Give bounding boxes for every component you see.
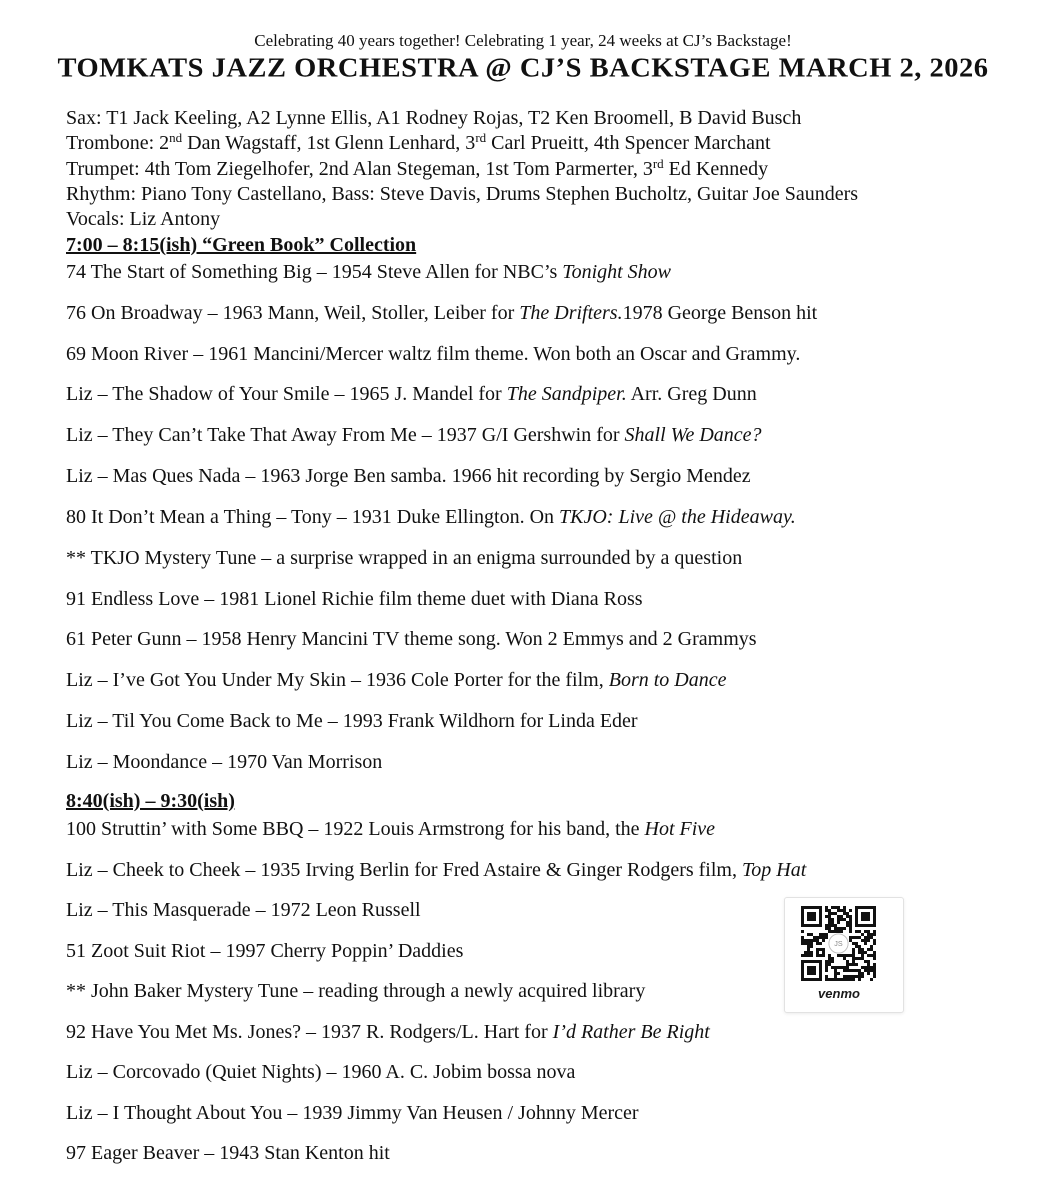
song-item <box>66 667 727 693</box>
set2-heading: 8:40(ish) – 9:30(ish) <box>66 790 235 812</box>
tagline: Celebrating 40 years together! Celebrating 1 year, 24 weeks at CJ’s Backstage! <box>254 31 792 50</box>
song-text: 61 Peter Gunn – 1958 Henry Mancini TV theme song. Won 2 Emmys and 2 Grammys <box>66 628 757 651</box>
song-item <box>66 300 817 326</box>
roster-vocals: Vocals: Liz Antony <box>66 208 221 231</box>
song-text: 51 Zoot Suit Riot – 1997 Cherry Poppin’ Daddies <box>66 939 464 962</box>
song-text-after: Arr. Greg Dunn <box>626 383 757 406</box>
song-item <box>66 586 643 612</box>
song-item <box>66 422 762 448</box>
song-work-title: Shall We Dance? <box>624 424 762 447</box>
ordinal-suffix: nd <box>169 130 183 146</box>
song-text: Liz – Til You Come Back to Me – 1993 Frank Wildhorn for Linda Eder <box>66 710 638 733</box>
song-item <box>66 857 806 883</box>
song-text-after: 1978 George Benson hit <box>622 301 818 324</box>
song-work-title: Born to Dance <box>608 669 727 692</box>
song-item <box>66 504 796 530</box>
roster-rhythm: Rhythm: Piano Tony Castellano, Bass: Steve Davis, Drums Stephen Bucholtz, Guitar Joe Saunders <box>66 182 859 205</box>
song-item <box>66 1059 575 1085</box>
song-work-title: I’d Rather Be Right <box>552 1020 710 1043</box>
song-text: Liz – Mas Ques Nada – 1963 Jorge Ben samba. 1966 hit recording by Sergio Mendez <box>66 465 751 488</box>
song-item <box>66 978 645 1004</box>
song-item <box>66 938 463 964</box>
venmo-qr-card[interactable] <box>784 897 904 1013</box>
roster-trombone-rest: Carl Prueitt, 4th Spencer Marchant <box>486 132 771 155</box>
song-item <box>66 381 757 407</box>
qr-code-icon <box>801 906 876 981</box>
song-text: ** TKJO Mystery Tune – a surprise wrapped in an enigma surrounded by a question <box>66 546 743 569</box>
venmo-label: venmo <box>818 986 860 1001</box>
song-text: Liz – I’ve Got You Under My Skin – 1936 Cole Porter for the film, <box>66 669 609 692</box>
set1-heading: 7:00 – 8:15(ish) “Green Book” Collection <box>66 234 417 256</box>
song-text: Liz – Cheek to Cheek – 1935 Irving Berlin for Fred Astaire & Ginger Rodgers film, <box>66 858 742 881</box>
roster-trumpet <box>66 157 1026 182</box>
song-item <box>66 545 742 571</box>
song-work-title: Tonight Show <box>562 261 672 283</box>
ordinal-suffix: rd <box>652 155 664 171</box>
song-text: Liz – Moondance – 1970 Van Morrison <box>66 750 383 773</box>
roster-sax: Sax: T1 Jack Keeling, A2 Lynne Ellis, A1 Rodney Rojas, T2 Ken Broomell, B David Busch <box>66 107 802 129</box>
song-text: 91 Endless Love – 1981 Lionel Richie film theme duet with Diana Ross <box>66 587 643 610</box>
song-text: 74 The Start of Something Big – 1954 Steve Allen for NBC’s <box>66 261 563 283</box>
roster-trombone-prefix: Trombone: 2 <box>66 132 170 155</box>
song-work-title: Top Hat <box>741 858 807 881</box>
song-work-title: The Drifters. <box>519 301 623 324</box>
song-text: Liz – I Thought About You – 1939 Jimmy Van Heusen / Johnny Mercer <box>66 1101 639 1124</box>
song-item <box>66 1019 710 1045</box>
song-item <box>66 626 757 652</box>
song-text: 97 Eager Beaver – 1943 Stan Kenton hit <box>66 1142 390 1164</box>
song-item <box>66 1100 639 1126</box>
song-text: 69 Moon River – 1961 Mancini/Mercer waltz film theme. Won both an Oscar and Grammy. <box>66 342 801 365</box>
roster-trumpet-prefix: Trumpet: 4th Tom Ziegelhofer, 2nd Alan Stegeman, 1st Tom Parmerter, 3 <box>66 157 653 180</box>
roster-trumpet-rest: Ed Kennedy <box>663 157 769 180</box>
song-item <box>66 708 638 734</box>
qr-center-initials: JS <box>834 939 843 949</box>
song-text: 80 It Don’t Mean a Thing – Tony – 1931 Duke Ellington. On <box>66 505 560 528</box>
band-roster <box>66 106 1026 232</box>
song-item <box>66 1140 390 1166</box>
song-text: 92 Have You Met Ms. Jones? – 1937 R. Rodgers/L. Hart for <box>66 1020 553 1043</box>
ordinal-suffix: rd <box>475 130 487 146</box>
song-text: ** John Baker Mystery Tune – reading through a newly acquired library <box>66 980 646 1002</box>
song-text: Liz – The Shadow of Your Smile – 1965 J. Mandel for <box>66 383 507 406</box>
song-item <box>66 341 800 367</box>
song-item <box>66 259 671 285</box>
page-title: TOMKATS JAZZ ORCHESTRA @ CJ’S BACKSTAGE MARCH 2, 2026 <box>57 53 989 84</box>
roster-trombone <box>66 131 1026 156</box>
song-text: Liz – They Can’t Take That Away From Me – 1937 G/I Gershwin for <box>66 424 625 447</box>
song-text: Liz – This Masquerade – 1972 Leon Russell <box>66 899 421 921</box>
song-item <box>66 463 751 489</box>
song-work-title: Hot Five <box>644 818 716 840</box>
song-work-title: TKJO: Live @ the Hideaway. <box>559 505 796 528</box>
roster-trombone-mid: Dan Wagstaff, 1st Glenn Lenhard, 3 <box>182 132 476 155</box>
song-text: Liz – Corcovado (Quiet Nights) – 1960 A. C. Jobim bossa nova <box>66 1061 576 1083</box>
song-item <box>66 897 421 923</box>
song-item <box>66 749 382 775</box>
song-item <box>66 816 715 842</box>
song-text: 76 On Broadway – 1963 Mann, Weil, Stoller, Leiber for <box>66 301 520 324</box>
song-work-title: The Sandpiper. <box>506 383 627 406</box>
song-text: 100 Struttin’ with Some BBQ – 1922 Louis Armstrong for his band, the <box>66 818 645 840</box>
